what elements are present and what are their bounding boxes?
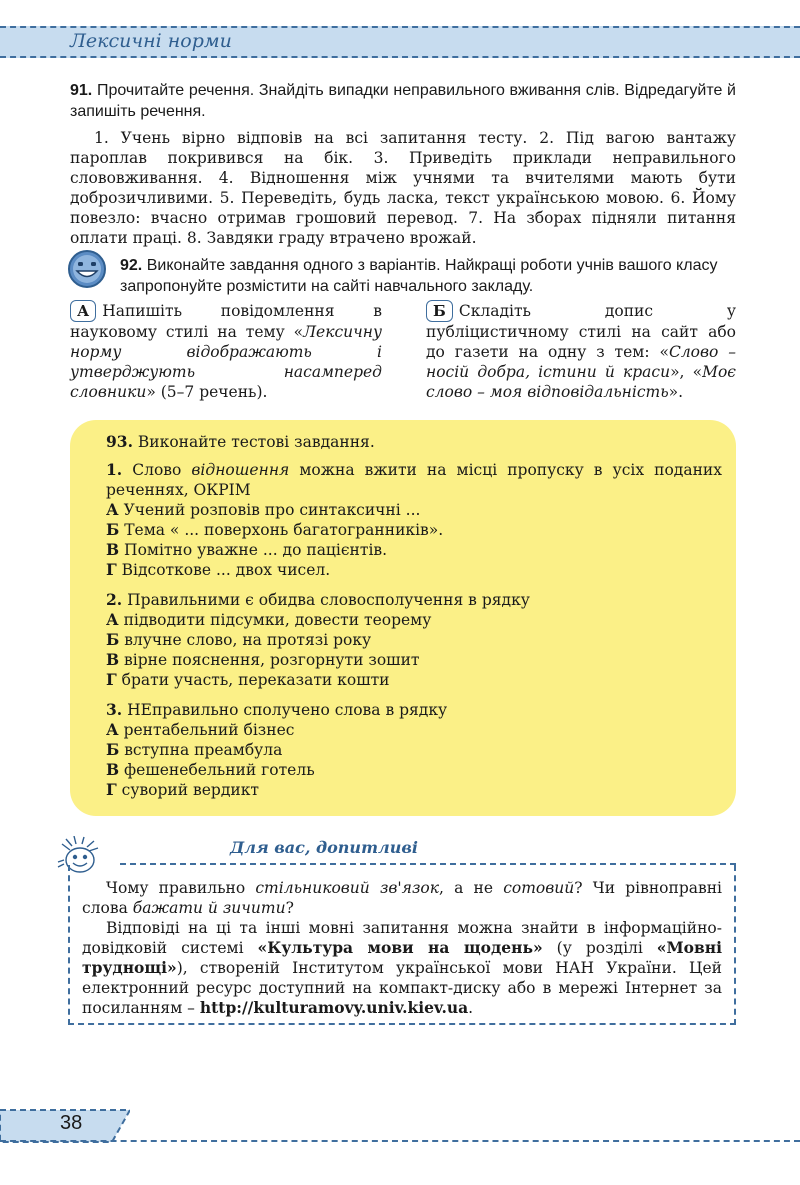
option[interactable]: Г Відсоткове ... двох чисел. — [106, 560, 331, 579]
variant-b-topic-2: Моє слово – моя відповідальність — [426, 363, 736, 401]
variant-a: А Напишіть повідомлення в науковому стилі на тему «Лексичну норму відображають і утверджують насамперед словники» (5–7 речень). — [70, 302, 382, 401]
curious-question: Чому правильно стільниковий зв'язок, а не сотовий? Чи рівноправні слова бажати й зичити? — [82, 879, 723, 917]
option[interactable]: Б влучне слово, на протязі року — [106, 630, 372, 649]
page-number: 38 — [60, 1112, 83, 1134]
option[interactable]: Г суворий вердикт — [106, 780, 259, 799]
exercise-task: Виконайте завдання одного з варіантів. Найкращі роботи учнів вашого класу запропонуйте розмістити на сайті навчального закладу. — [120, 257, 718, 295]
option[interactable]: А Учений розповів про синтаксичні ... — [106, 500, 421, 519]
resource-link[interactable]: http://kulturamovy.univ.kiev.ua — [199, 998, 469, 1017]
variant-a-topic: Лексичну норму відображають і утверджують насамперед словники — [70, 323, 382, 401]
exercise-91 — [70, 80, 736, 248]
curious-body — [82, 878, 722, 1018]
exercise-number: 91. — [70, 82, 93, 99]
curious-answer: Відповіді на ці та інші мовні запитання можна знайти в інформаційно-довідковій системі «Культура мови на щодень» (у розділі «Мовні труднощі»), створеній Інститутом української мови НАН України. Цей електронний ресурс доступний на компакт-диску або в мережі Інтернет за посиланням – http://kulturamovy.univ.kiev.ua. — [82, 919, 722, 1017]
option[interactable]: В Помітно уважне ... до пацієнтів. — [106, 540, 388, 559]
question-2: 2. Правильними є обидва словосполучення в рядку А підводити підсумки, довести теорему Б влучне слово, на протязі року В вірне пояснення, розгорнути зошит Г брати участь, переказати кошти — [82, 590, 722, 690]
exercise-task: Виконайте тестові завдання. — [137, 433, 375, 451]
option[interactable]: Г брати участь, переказати кошти — [106, 670, 390, 689]
smiley-icon — [67, 249, 107, 289]
question-3: 3. НЕправильно сполучено слова в рядку А рентабельний бізнес Б вступна преамбула В фешенебельний готель Г суворий вердикт — [82, 700, 722, 800]
footer-rule — [0, 1140, 800, 1142]
option[interactable]: В фешенебельний готель — [106, 760, 315, 779]
question-1: 1. Слово відношення можна вжити на місці пропуску в усіх поданих реченнях, ОКРІМ А Учений розповів про синтаксичні ... Б Тема « ... поверхонь багатогранників». В Помітно уважне ... до пацієнтів. Г Відсоткове ... двох чисел. — [82, 460, 722, 580]
page-header — [0, 0, 800, 62]
exercise-sentences: 1. Учень вірно відповів на всі запитання тесту. 2. Під вагою вантажу пароплав покривився на бік. 3. Приведіть приклади неправильного слововживання. 4. Відношення між учнями та вчителями мають бути доброзичливими. 5. Переведіть, будь ласка, текст українською мовою. 6. Йому повезло: вчасно отримав грошовий перевод. 7. На зборах підняли питання оплати праці. 8. Завдяки граду втрачено врожай. — [70, 129, 736, 247]
option[interactable]: Б вступна преамбула — [106, 740, 283, 759]
exercise-number: 92. — [120, 257, 143, 274]
variant-a-badge: А — [70, 300, 96, 322]
curious-title: Для вас, допитливі — [230, 838, 418, 857]
option[interactable]: А рентабельний бізнес — [106, 720, 295, 739]
option[interactable]: Б Тема « ... поверхонь багатогранників». — [106, 520, 444, 539]
option[interactable]: А підводити підсумки, довести теорему — [106, 610, 432, 629]
exercise-number: 93. — [106, 432, 133, 451]
variant-b-topic-1: Слово – носій добра, істини й краси — [426, 343, 737, 381]
exercise-92 — [120, 255, 736, 297]
variant-b-badge: Б — [426, 300, 453, 322]
variant-b: Б Складіть допис у публіцистичному стилі на сайт або до газети на одну з тем: «Слово – носій добра, істини й краси», «Моє слово – моя відповідальність». — [426, 302, 737, 401]
section-title: Лексичні норми — [70, 30, 232, 52]
exercise-task: Прочитайте речення. Знайдіть випадки неправильного вживання слів. Відредагуйте й запишіть речення. — [70, 82, 736, 120]
option[interactable]: В вірне пояснення, розгорнути зошит — [106, 650, 420, 669]
exercise-93-title — [106, 432, 746, 452]
